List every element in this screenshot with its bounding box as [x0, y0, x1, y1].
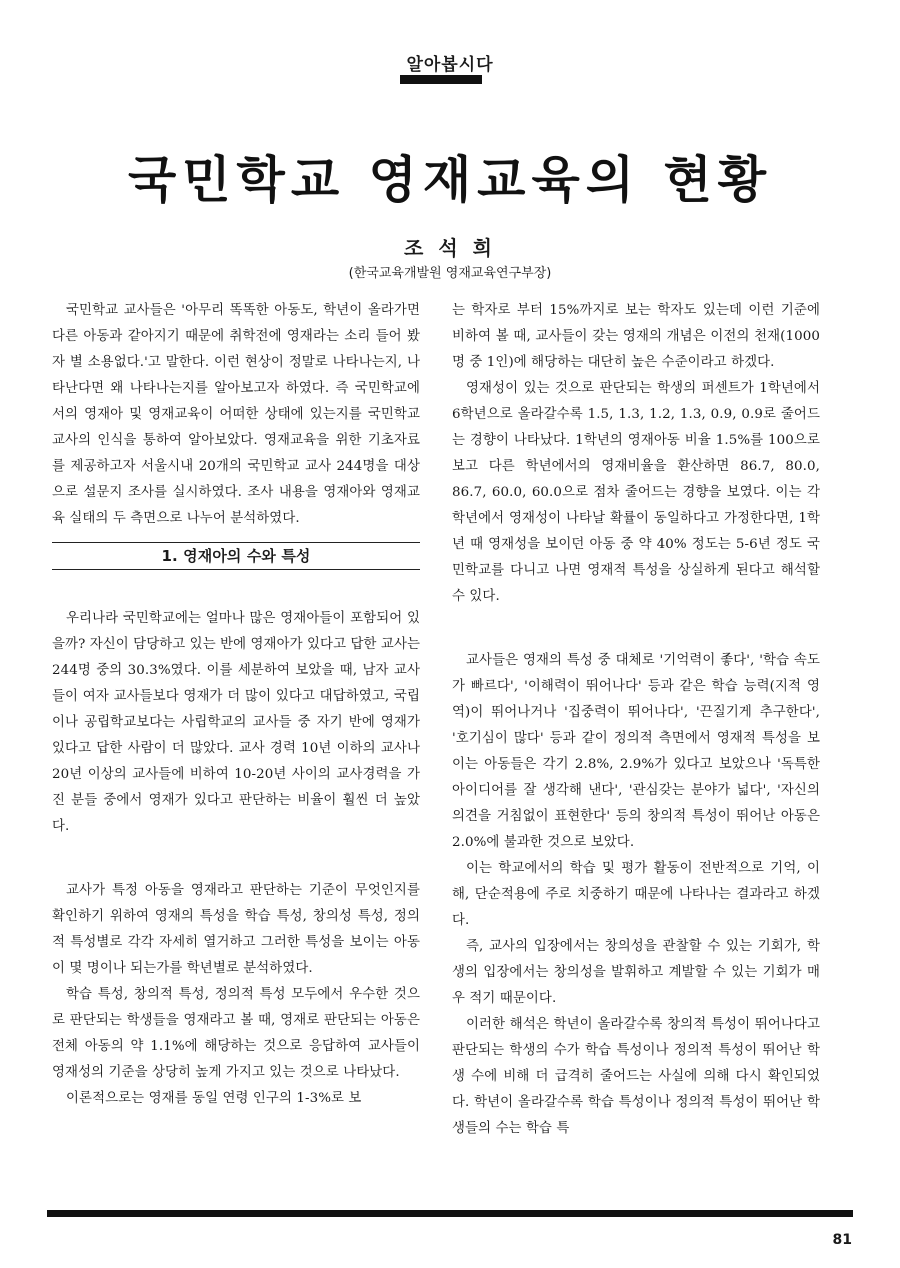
body-paragraph: 영재성이 있는 것으로 판단되는 학생의 퍼센트가 1학년에서 6학년으로 올라갈수록 1.5, 1.3, 1.2, 1.3, 0.9, 0.9로 줄어드는 경향이 나타났다. 1학년의 영재아동 비율 1.5%를 100으로 보고 다른 학년에서의 영재비율을 환산하면 86.7, 80.0, 86.7, 60.0, 60.0으로 점차 줄어드는 경향을 보였다. 이는 각 학년에서 영재성이 나타날 확률이 동일하다고 가정한다면, 1학년 때 영재성을 보이던 아동 중 약 40% 정도는 5-6년 정도 국민학교를 다니고 나면 영재적 특성을 상실하게 된다고 해석할 수 있다.: [452, 381, 820, 604]
body-paragraph: 우리나라 국민학교에는 얼마나 많은 영재아들이 포함되어 있을까? 자신이 담당하고 있는 반에 영재아가 있다고 답한 교사는 244명 중의 30.3%였다. 이를 세분하여 보았을 때, 남자 교사들이 여자 교사들보다 영재가 더 많이 있다고 대답하였고, 국립이나 공립학교보다는 사립학교의 교사들 중 자기 반에 영재가 있다고 답한 사람이 더 많았다. 교사 경력 10년 이하의 교사나 20년 이상의 교사들에 비하여 10-20년 사이의 교사경력을 가진 분들 중에서 영재가 있다고 판단하는 비율이 훨씬 더 높았다.: [52, 611, 421, 834]
body-paragraph: 는 학자로 부터 15%까지로 보는 학자도 있는데 이런 기준에 비하여 볼 때, 교사들이 갖는 영재의 개념은 이전의 천재(1000명 중 1인)에 해당하는 대단히 높은 수준이라고 하겠다.: [452, 303, 820, 370]
section-heading: [52, 542, 420, 570]
section-tag: 알아봅시다: [406, 55, 494, 75]
section-heading-text: 1. 영재아의 수와 특성: [161, 547, 311, 565]
body-paragraph: 학습 특성, 창의적 특성, 정의적 특성 모두에서 우수한 것으로 판단되는 학생들을 영재라고 볼 때, 영재로 판단되는 아동은 전체 아동의 약 1.1%에 해당하는 것으로 응답하여 교사들이 영재성의 기준을 상당히 높게 가지고 있는 것으로 나타났다.: [52, 987, 420, 1080]
body-paragraph: 교사들은 영재의 특성 중 대체로 '기억력이 좋다', '학습 속도가 빠르다', '이해력이 뛰어나다' 등과 같은 학습 능력(지적 영역)이 뛰어나거나 '집중력이 뛰어나다', '끈질기게 추구한다', '호기심이 많다' 등과 같이 정의적 측면에서 영재적 특성을 보이는 아동들은 각기 2.8%, 2.9%가 있다고 보았으나 '독특한 아이디어를 잘 생각해 낸다', '관심갖는 분야가 넓다', '자신의 의견을 거침없이 표현한다' 등의 창의적 특성이 뛰어난 아동은 2.0%에 불과한 것으로 보았다.: [452, 653, 820, 850]
left-column: [52, 298, 420, 1112]
intro-paragraph: 국민학교 교사들은 '아무리 똑똑한 아동도, 학년이 올라가면 다른 아동과 같아지기 때문에 취학전에 영재라는 소리 들어 봤자 별 소용없다.'고 말한다. 이런 현상이 정말로 나타나는지, 나타난다면 왜 나타나는지를 알아보고자 하였다. 즉 국민학교에서의 영재아 및 영재교육이 어떠한 상태에 있는지를 국민학교 교사의 인식을 통하여 알아보았다. 영재교육을 위한 기초자료를 제공하고자 서울시내 20개의 국민학교 교사 244명을 대상으로 설문지 조사를 실시하였다. 조사 내용을 영재아와 영재교육 실태의 두 측면으로 나누어 분석하였다.: [52, 303, 420, 526]
author-affiliation: (한국교육개발원 영재교육연구부장): [348, 266, 552, 281]
section-tag-bar: [394, 75, 482, 84]
body-paragraph: 이러한 해석은 학년이 올라갈수록 창의적 특성이 뛰어나다고 판단되는 학생의 수가 학습 특성이나 정의적 특성이 뛰어난 학생 수에 비해 더 급격히 줄어드는 사실에 의해 다시 확인되었다. 학년이 올라갈수록 학습 특성이나 정의적 특성이 뛰어난 학생들의 수는 학습 특: [452, 1017, 820, 1136]
body-paragraph: 이론적으로는 영재를 동일 연령 인구의 1-3%로 보: [66, 1091, 362, 1106]
body-paragraph: 이는 학교에서의 학습 및 평가 활동이 전반적으로 기억, 이해, 단순적용에 주로 치중하기 때문에 나타나는 결과라고 하겠다.: [452, 861, 820, 928]
bottom-rule: [47, 1210, 853, 1217]
page-number: 81: [832, 1232, 852, 1248]
article-title: 국민학교 영재교육의 현황: [127, 150, 773, 209]
right-column: [452, 298, 820, 1142]
body-paragraph: 교사가 특정 아동을 영재라고 판단하는 기준이 무엇인지를 확인하기 위하여 영재의 특성을 학습 특성, 창의성 특성, 정의적 특성별로 각각 자세히 열거하고 그러한 특성을 보이는 아동이 몇 명이나 되는가를 학년별로 분석하였다.: [52, 883, 420, 976]
body-paragraph: 즉, 교사의 입장에서는 창의성을 관찰할 수 있는 기회가, 학생의 입장에서는 창의성을 발휘하고 계발할 수 있는 기회가 매우 적기 때문이다.: [452, 939, 820, 1006]
author-name: 조 석 희: [404, 236, 496, 260]
